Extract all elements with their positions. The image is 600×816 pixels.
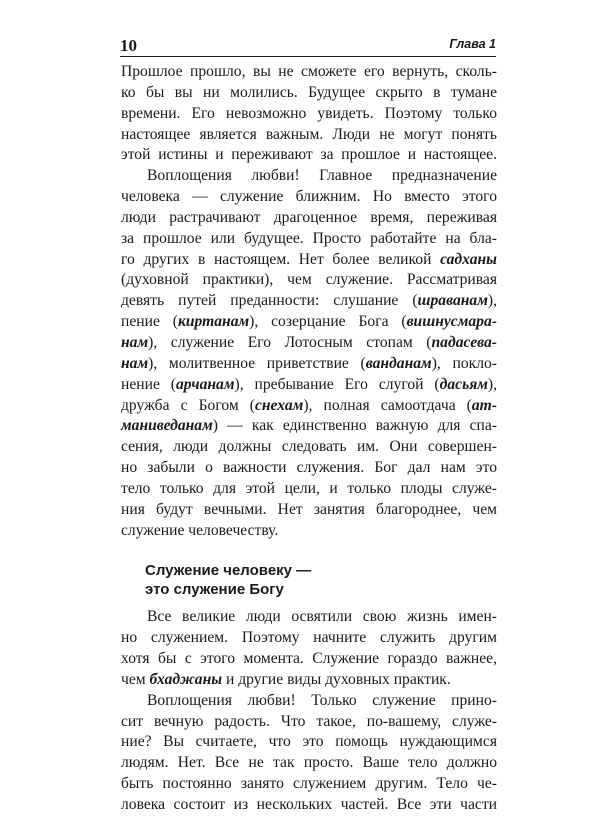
text-line: нам), молитвенное приветствие (ванданам), покло- [121, 354, 497, 372]
text-line: но служением. Поэтому начните служить другим [121, 629, 497, 647]
text-line: людям. Нет. Все не так просто. Ваше тело должно [121, 754, 497, 772]
italic-term: шраванам [417, 292, 488, 310]
paragraph-3 [121, 607, 497, 690]
italic-term: арчанам [176, 375, 235, 393]
text-line: служение человечеству. [121, 521, 279, 539]
text-line: нам), служение Его Лотосным стопам (падасева- [121, 333, 497, 351]
section-heading-line: Служение человеку — [145, 562, 312, 580]
italic-term: ат- [471, 396, 497, 414]
running-header [120, 34, 496, 57]
text-line: за прошлое или будущее. Просто работайте на бла- [121, 229, 497, 247]
italic-term: маниведанам [121, 417, 213, 435]
text-line: нение (арчанам), пребывание Его слугой (дасьям), [121, 375, 497, 393]
text-line: Воплощения любви! Только служение прино- [147, 691, 497, 709]
italic-term: киртанам [177, 313, 250, 331]
body-text [121, 62, 497, 816]
italic-term: бхаджаны [149, 670, 223, 688]
section-heading [145, 561, 497, 599]
italic-term: садханы [440, 250, 497, 268]
text-line: сит вечную радость. Что такое, по-вашему, служе- [121, 712, 497, 730]
text-line: го других в настоящем. Нет более великой садханы [121, 250, 497, 268]
text-line: хотя бы с этого момента. Служение гораздо важнее, [121, 650, 497, 668]
text-line: люди растрачивают драгоценное время, переживая [121, 208, 497, 226]
text-line: ние? Вы считаете, что это помощь нуждающимся [121, 733, 497, 751]
text-line: Все великие люди освятили свою жизнь имен- [147, 608, 497, 626]
text-line: дружба с Богом (снехам), полная самоотдача (ат- [121, 396, 497, 414]
italic-term: нам [121, 333, 149, 351]
italic-term: нам [121, 354, 149, 372]
italic-term: падасева- [431, 333, 497, 351]
text-line: Прошлое прошло, вы не сможете его вернуть, сколь- [121, 63, 497, 80]
text-line: настоящее является важным. Люди не могут понять [121, 125, 497, 143]
text-line: тело только для этой цели, и только плоды служе- [121, 479, 497, 497]
paragraph-2 [121, 166, 497, 541]
italic-term: ванданам [365, 354, 432, 372]
text-line: но забыли о важности служения. Бог дал нам это [121, 459, 497, 477]
text-line: времени. Его невозможно увидеть. Поэтому только [121, 104, 497, 122]
text-line: чем бхаджаны и другие виды духовных практик. [121, 670, 451, 688]
text-line: (духовной практики), чем служение. Рассматривая [121, 271, 497, 289]
text-line: человека — служение ближним. Но вместо этого [121, 188, 497, 206]
section-heading-line: это служение Богу [145, 581, 284, 599]
text-line: этой истины и переживают за прошлое и настоящее. [121, 146, 497, 164]
italic-term: дасьям [439, 375, 488, 393]
text-line: ния будут вечными. Нет занятия благороднее, чем [121, 500, 497, 518]
text-line: девять путей преданности: слушание (шраванам), [121, 292, 497, 310]
text-line: пение (киртанам), созерцание Бога (вишнусмара- [121, 313, 497, 331]
text-line: Воплощения любви! Главное предназначение [147, 167, 497, 185]
paragraph-4 [121, 691, 497, 816]
paragraph-1 [121, 62, 497, 166]
text-line: быть постоянно занято служением другим. Тело че- [121, 775, 497, 793]
page-number: 10 [120, 36, 137, 55]
text-line: сения, люди должны следовать им. Они совершен- [121, 438, 497, 456]
text-line: ко бы вы ни молились. Будущее скрыто в тумане [121, 83, 497, 101]
text-line: ловека состоит из нескольких частей. Все эти части [121, 796, 497, 813]
italic-term: вишнусмара- [406, 313, 497, 331]
chapter-title: Глава 1 [449, 37, 496, 51]
italic-term: снехам [254, 396, 304, 414]
text-line: маниведанам) — как единственно важную для спа- [121, 417, 497, 435]
